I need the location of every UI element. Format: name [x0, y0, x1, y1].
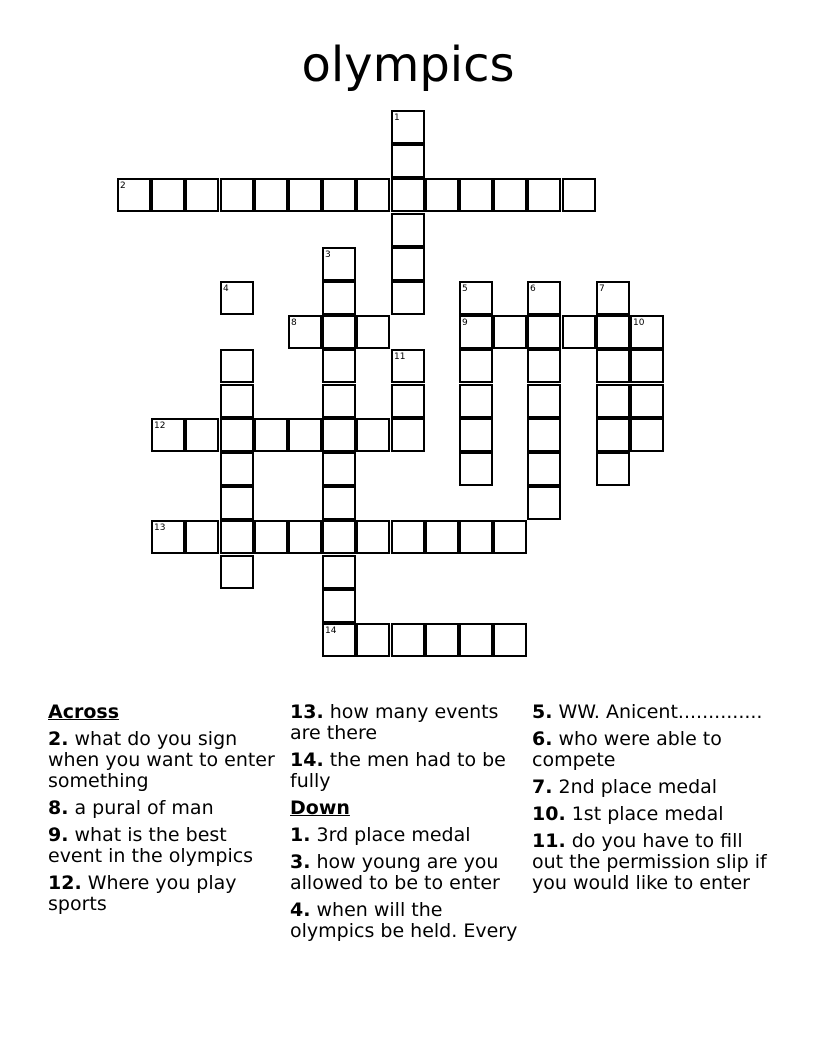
clue-item [532, 831, 772, 894]
grid-cell[interactable] [322, 555, 356, 589]
grid-cell[interactable] [562, 315, 596, 349]
grid-cell[interactable] [322, 452, 356, 486]
grid-cell[interactable] [527, 349, 561, 383]
clue-item-number: 8. [48, 797, 69, 819]
grid-cell[interactable] [493, 623, 527, 657]
clue-item-number: 1. [290, 824, 311, 846]
grid-cell[interactable] [220, 384, 254, 418]
clue-number: 5 [462, 284, 468, 294]
grid-cell[interactable] [356, 623, 390, 657]
clue-item-text: 1st place medal [571, 803, 724, 825]
grid-cell[interactable] [527, 486, 561, 520]
grid-cell[interactable] [596, 315, 630, 349]
grid-cell[interactable] [391, 247, 425, 281]
clue-item-number: 3. [290, 851, 311, 873]
clue-item [290, 702, 530, 744]
grid-cell[interactable] [220, 418, 254, 452]
grid-cell[interactable] [459, 384, 493, 418]
grid-cell[interactable] [220, 452, 254, 486]
clue-item [48, 798, 283, 819]
grid-cell[interactable] [630, 384, 664, 418]
grid-cell[interactable] [391, 623, 425, 657]
grid-cell[interactable] [459, 281, 493, 315]
clue-item-number: 12. [48, 872, 82, 894]
grid-cell[interactable] [391, 144, 425, 178]
grid-cell[interactable] [562, 178, 596, 212]
grid-cell[interactable] [391, 520, 425, 554]
grid-cell[interactable] [185, 178, 219, 212]
clue-number: 14 [325, 626, 337, 636]
grid-cell[interactable] [391, 349, 425, 383]
grid-cell[interactable] [596, 281, 630, 315]
clue-item-number: 10. [532, 803, 566, 825]
grid-cell[interactable] [151, 178, 185, 212]
clue-item-text: how many events are there [290, 701, 499, 744]
grid-cell[interactable] [322, 178, 356, 212]
across-clue-list [48, 729, 283, 915]
grid-cell[interactable] [391, 110, 425, 144]
grid-cell[interactable] [459, 349, 493, 383]
puzzle-title: olympics [301, 37, 515, 93]
grid-cell[interactable] [391, 281, 425, 315]
grid-cell[interactable] [322, 623, 356, 657]
grid-cell[interactable] [596, 418, 630, 452]
grid-cell[interactable] [596, 384, 630, 418]
grid-cell[interactable] [459, 418, 493, 452]
clue-item [48, 825, 283, 867]
clue-item [532, 729, 772, 771]
clue-item [290, 750, 530, 792]
clue-item-number: 4. [290, 899, 311, 921]
grid-cell[interactable] [459, 315, 493, 349]
clue-item-text: a pural of man [74, 797, 214, 819]
grid-cell[interactable] [391, 418, 425, 452]
clue-item-text: how young are you allowed to be to enter [290, 851, 500, 894]
down-clue-list [290, 825, 530, 942]
clue-item-text: 3rd place medal [316, 824, 471, 846]
grid-cell[interactable] [322, 520, 356, 554]
grid-cell[interactable] [220, 520, 254, 554]
grid-cell[interactable] [185, 418, 219, 452]
clue-item [290, 852, 530, 894]
clue-item-text: what do you sign when you want to enter something [48, 728, 275, 792]
grid-cell[interactable] [493, 315, 527, 349]
clue-item [532, 804, 772, 825]
clue-column-2 [290, 702, 530, 948]
grid-cell[interactable] [288, 520, 322, 554]
grid-cell[interactable] [459, 452, 493, 486]
grid-cell[interactable] [356, 178, 390, 212]
grid-cell[interactable] [220, 486, 254, 520]
clue-item-number: 13. [290, 701, 324, 723]
clue-item-number: 6. [532, 728, 553, 750]
clue-number: 3 [325, 250, 331, 260]
grid-cell[interactable] [356, 315, 390, 349]
clue-number: 8 [291, 318, 297, 328]
grid-cell[interactable] [322, 486, 356, 520]
grid-cell[interactable] [425, 520, 459, 554]
grid-cell[interactable] [220, 555, 254, 589]
clue-number: 9 [462, 318, 468, 328]
clue-number: 4 [223, 284, 229, 294]
clue-item [290, 900, 530, 942]
grid-cell[interactable] [391, 384, 425, 418]
grid-cell[interactable] [288, 418, 322, 452]
clue-item-number: 7. [532, 776, 553, 798]
clue-number: 6 [530, 284, 536, 294]
clue-item [48, 873, 283, 915]
grid-cell[interactable] [151, 418, 185, 452]
grid-cell[interactable] [459, 178, 493, 212]
grid-cell[interactable] [630, 349, 664, 383]
clue-item-number: 5. [532, 701, 553, 723]
grid-cell[interactable] [322, 589, 356, 623]
grid-cell[interactable] [220, 178, 254, 212]
grid-cell[interactable] [527, 178, 561, 212]
clue-item [290, 825, 530, 846]
clue-item [48, 729, 283, 792]
grid-cell[interactable] [151, 520, 185, 554]
clue-item-text: WW. Anicent.............. [558, 701, 763, 723]
grid-cell[interactable] [527, 418, 561, 452]
grid-cell[interactable] [493, 178, 527, 212]
clue-column-3 [532, 702, 772, 900]
across-clue-list-continued [290, 702, 530, 792]
clue-item-number: 2. [48, 728, 69, 750]
clue-number: 11 [394, 352, 406, 362]
clue-number: 2 [120, 181, 126, 191]
grid-cell[interactable] [630, 315, 664, 349]
clue-item-number: 9. [48, 824, 69, 846]
grid-cell[interactable] [459, 520, 493, 554]
clue-item-text: when will the olympics be held. Every [290, 899, 518, 942]
grid-cell[interactable] [117, 178, 151, 212]
clue-item [532, 777, 772, 798]
grid-cell[interactable] [527, 384, 561, 418]
grid-cell[interactable] [322, 247, 356, 281]
across-heading: Across [48, 701, 120, 723]
grid-cell[interactable] [391, 178, 425, 212]
grid-cell[interactable] [596, 349, 630, 383]
grid-cell[interactable] [356, 520, 390, 554]
grid-cell[interactable] [288, 315, 322, 349]
grid-cell[interactable] [220, 281, 254, 315]
grid-cell[interactable] [596, 452, 630, 486]
grid-cell[interactable] [356, 418, 390, 452]
clue-item-text: Where you play sports [48, 872, 237, 915]
grid-cell[interactable] [322, 384, 356, 418]
grid-cell[interactable] [391, 213, 425, 247]
grid-cell[interactable] [322, 281, 356, 315]
clue-item-number: 14. [290, 749, 324, 771]
grid-cell[interactable] [527, 315, 561, 349]
clue-item-text: 2nd place medal [558, 776, 718, 798]
grid-cell[interactable] [185, 520, 219, 554]
clue-number: 13 [154, 523, 166, 533]
grid-cell[interactable] [254, 418, 288, 452]
grid-cell[interactable] [322, 315, 356, 349]
grid-cell[interactable] [254, 178, 288, 212]
grid-cell[interactable] [459, 623, 493, 657]
clue-item [532, 702, 772, 723]
clue-number: 7 [599, 284, 605, 294]
grid-cell[interactable] [322, 349, 356, 383]
grid-cell[interactable] [288, 178, 322, 212]
grid-cell[interactable] [322, 418, 356, 452]
grid-cell[interactable] [630, 418, 664, 452]
grid-cell[interactable] [220, 349, 254, 383]
clue-number: 12 [154, 421, 166, 431]
grid-cell[interactable] [527, 452, 561, 486]
down-clue-list-continued [532, 702, 772, 894]
clue-item-number: 11. [532, 830, 566, 852]
down-heading: Down [290, 797, 350, 819]
grid-cell[interactable] [527, 281, 561, 315]
clue-item-text: the men had to be fully [290, 749, 506, 792]
grid-cell[interactable] [254, 520, 288, 554]
grid-cell[interactable] [425, 178, 459, 212]
clue-number: 10 [633, 318, 645, 328]
clue-item-text: what is the best event in the olympics [48, 824, 254, 867]
grid-cell[interactable] [425, 623, 459, 657]
grid-cell[interactable] [493, 520, 527, 554]
clue-number: 1 [394, 113, 400, 123]
clue-item-text: do you have to fill out the permission slip if you would like to enter [532, 830, 767, 894]
clue-column-1 [48, 702, 283, 921]
clue-item-text: who were able to compete [532, 728, 722, 771]
